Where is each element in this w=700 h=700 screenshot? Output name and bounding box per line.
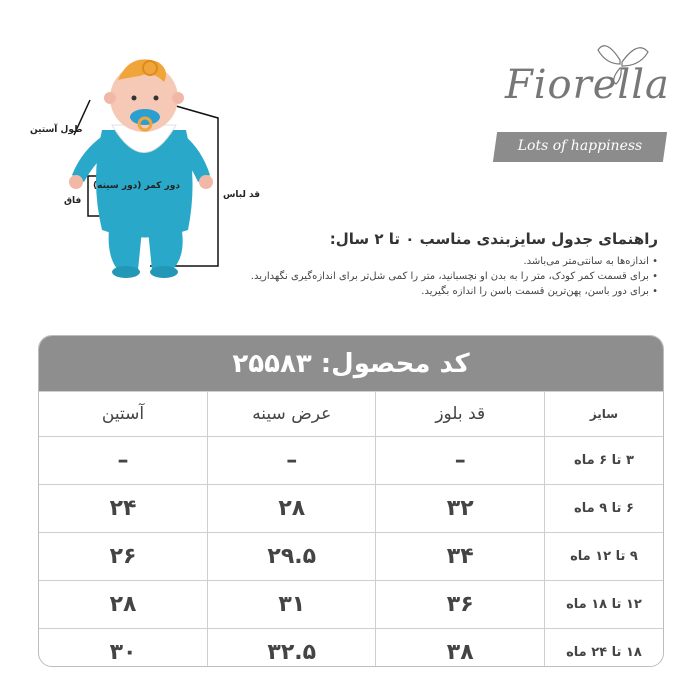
chest-cell: ۲۸ bbox=[208, 485, 376, 533]
column-header-chest: عرض سینه bbox=[208, 392, 376, 437]
size-table-card bbox=[38, 335, 664, 667]
label-crotch: فاق bbox=[64, 196, 82, 206]
column-header-size: سایز bbox=[544, 392, 663, 437]
sleeve-cell: – bbox=[39, 437, 208, 485]
label-sleeve-length: طول آستین bbox=[30, 125, 83, 135]
label-waist: دور کمر (دور سینه) bbox=[93, 181, 180, 191]
table-row bbox=[39, 581, 663, 629]
guide-note: • برای قسمت کمر کودک، متر را به بدن او نچسبانید، متر را کمی شل‌تر برای اندازه‌گیری نگهدارید. bbox=[158, 271, 658, 282]
brand-name: Fiorella bbox=[505, 62, 670, 108]
table-row bbox=[39, 629, 663, 668]
chest-cell: ۳۲.۵ bbox=[208, 629, 376, 668]
size-cell: ۱۸ تا ۲۴ ماه bbox=[544, 629, 663, 668]
table-row bbox=[39, 533, 663, 581]
table-header-row bbox=[39, 392, 663, 437]
size-cell: ۹ تا ۱۲ ماه bbox=[544, 533, 663, 581]
size-cell: ۳ تا ۶ ماه bbox=[544, 437, 663, 485]
table-row bbox=[39, 485, 663, 533]
length-cell: ۳۲ bbox=[376, 485, 544, 533]
length-cell: – bbox=[376, 437, 544, 485]
sleeve-cell: ۳۰ bbox=[39, 629, 208, 668]
column-header-length: قد بلوز bbox=[376, 392, 544, 437]
guide-notes bbox=[158, 256, 658, 297]
chest-cell: ۳۱ bbox=[208, 581, 376, 629]
tagline: Lots of happiness bbox=[517, 138, 643, 154]
sleeve-cell: ۲۴ bbox=[39, 485, 208, 533]
size-cell: ۱۲ تا ۱۸ ماه bbox=[544, 581, 663, 629]
length-cell: ۳۶ bbox=[376, 581, 544, 629]
size-guide bbox=[158, 230, 658, 301]
chest-cell: – bbox=[208, 437, 376, 485]
length-cell: ۳۴ bbox=[376, 533, 544, 581]
guide-note: • اندازه‌ها به سانتی‌متر می‌باشد. bbox=[158, 256, 658, 267]
table-row bbox=[39, 437, 663, 485]
size-table bbox=[39, 391, 663, 667]
length-cell: ۳۸ bbox=[376, 629, 544, 668]
label-garment-length: قد لباس bbox=[223, 190, 261, 200]
chest-cell: ۲۹.۵ bbox=[208, 533, 376, 581]
guide-title: راهنمای جدول سایزبندی مناسب ۰ تا ۲ سال: bbox=[329, 230, 658, 248]
product-code: کد محصول: ۲۵۵۸۳ bbox=[39, 336, 663, 391]
sleeve-cell: ۲۸ bbox=[39, 581, 208, 629]
size-cell: ۶ تا ۹ ماه bbox=[544, 485, 663, 533]
sleeve-cell: ۲۶ bbox=[39, 533, 208, 581]
guide-note: • برای دور باسن، پهن‌ترین قسمت باسن را اندازه بگیرید. bbox=[158, 286, 658, 297]
column-header-sleeve: آستین bbox=[39, 392, 208, 437]
